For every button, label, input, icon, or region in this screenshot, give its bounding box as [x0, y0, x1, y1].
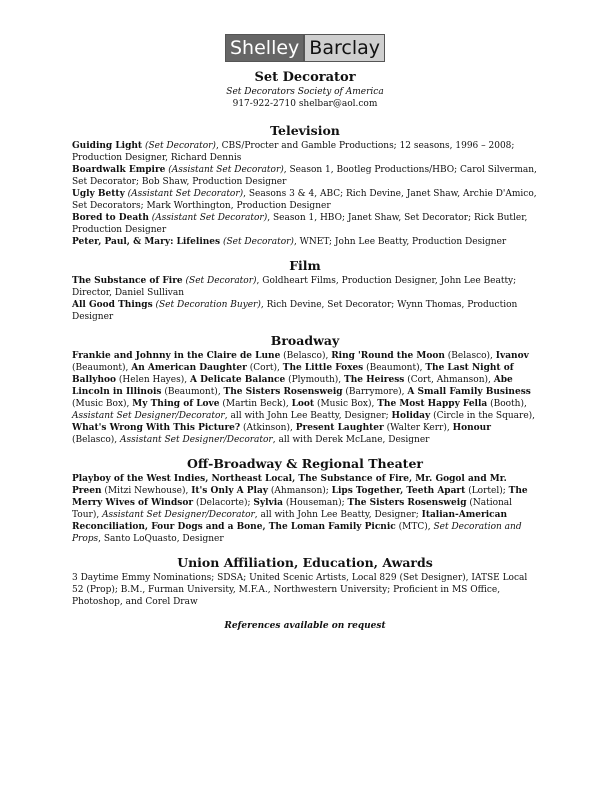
- entry-role: (Set Decorator): [220, 237, 294, 247]
- entry-title: Guiding Light: [72, 141, 143, 151]
- entry-text: (Music Box),: [72, 399, 133, 409]
- entry: [72, 188, 538, 212]
- entry-title: Bored to Death: [72, 213, 149, 223]
- entry-title: Frankie and Johnny in the Claire de Lune: [72, 351, 281, 361]
- entry-text: , Rich Devine, Set Decorator; Wynn Thomas, Production Designer: [72, 300, 518, 322]
- entry-text: , Season 1, HBO; Janet Shaw, Set Decorator; Rick Butler, Production Designer: [72, 213, 528, 235]
- entry-text: , Season 1, Bootleg Productions/HBO; Carol Silverman, Set Decorator; Bob Shaw, Production Designer: [72, 165, 537, 187]
- entry-text: (Belasco),: [444, 351, 496, 361]
- entry-role: Assistant Set Designer/Decorator: [72, 411, 225, 421]
- entry-text: (Delacorte);: [193, 498, 254, 508]
- entry-title: Loot: [291, 399, 315, 409]
- entry-text: (Beaumont),: [72, 363, 132, 373]
- entry-text: , CBS/Procter and Gamble Productions; 12 seasons, 1996 – 2008; Production Designer, Richard Dennis: [72, 141, 515, 163]
- entry-title: The Last Night of Ballyhoo: [72, 363, 514, 385]
- entry-text: (Ahmanson);: [268, 486, 332, 496]
- entry-title: The Sisters Rosensweig: [347, 498, 467, 508]
- affiliation: Set Decorators Society of America: [226, 87, 384, 97]
- entry-role: (Assistant Set Decorator): [124, 189, 244, 199]
- entry-text: (National Tour),: [72, 498, 513, 520]
- entry: [72, 236, 538, 248]
- entry-text: (Music Box),: [314, 399, 378, 409]
- entry-title: Honour: [452, 423, 491, 433]
- entry-text: (Mitzi Newhouse),: [101, 486, 192, 496]
- entry-text: (Plymouth),: [285, 375, 345, 385]
- entry: [72, 473, 538, 545]
- entry-role: (Set Decorator): [182, 276, 257, 286]
- entry-title: My Thing of Love: [132, 399, 220, 409]
- entry-title: A Delicate Balance: [189, 375, 286, 385]
- entry-text: (MTC),: [395, 522, 434, 532]
- entry-role: (Set Decoration Buyer): [152, 300, 261, 310]
- entry-text: , all with Derek McLane, Designer: [272, 435, 430, 445]
- entry: [72, 164, 538, 188]
- entry-title: Holiday: [391, 411, 431, 421]
- entry-text: , Santo LoQuasto, Designer: [98, 534, 224, 544]
- entry: [72, 212, 538, 236]
- entry-title: A Small Family Business: [407, 387, 531, 397]
- job-title: Set Decorator: [254, 70, 356, 85]
- entry-text: (Walter Kerr),: [383, 423, 453, 433]
- entry-role: Assistant Set Designer/Decorator: [102, 510, 255, 520]
- entry-text: , Goldheart Films, Production Designer, John Lee Beatty; Director, Daniel Sullivan: [72, 276, 517, 298]
- entry-role: (Assistant Set Decorator): [148, 213, 268, 223]
- entry-title: The Little Foxes: [282, 363, 364, 373]
- entry-text: , all with John Lee Beatty, Designer;: [254, 510, 422, 520]
- entry-text: (Beaumont),: [161, 387, 224, 397]
- entry: [72, 299, 538, 323]
- entry-role: Set Decoration and Props: [72, 522, 522, 544]
- entry-text: (Cort, Ahmanson),: [404, 375, 494, 385]
- entry-title: Abe Lincoln in Illinois: [72, 375, 513, 397]
- entry: [72, 275, 538, 299]
- entry-title: The Most Happy Fella: [377, 399, 488, 409]
- entry-text: (Belasco),: [72, 435, 121, 445]
- entry-text: , all with John Lee Beatty, Designer;: [224, 411, 392, 421]
- entry-text: , WNET; John Lee Beatty, Production Designer: [293, 237, 507, 247]
- entry-title: The Heiress: [344, 375, 405, 385]
- entry-text: (Helen Hayes),: [116, 375, 190, 385]
- logo-last-name: Barclay: [304, 34, 385, 62]
- entry-title: The Substance of Fire: [72, 276, 183, 286]
- entry-text: (Martin Beck),: [219, 399, 292, 409]
- entry-title: Boardwalk Empire: [72, 165, 166, 175]
- entry-title: Ring 'Round the Moon: [331, 351, 445, 361]
- entry-text: (Circle in the Square),: [430, 411, 536, 421]
- entry-title: It's Only A Play: [191, 486, 269, 496]
- entry-text: , Seasons 3 & 4, ABC; Rich Devine, Janet Shaw, Archie D'Amico, Set Decorators; Mark Worthington, Production Designer: [72, 189, 537, 211]
- entry: [72, 350, 538, 446]
- entry-text: (Lortel);: [465, 486, 509, 496]
- entry: [72, 572, 538, 608]
- entry-role: (Set Decorator): [142, 141, 216, 151]
- entry-role: (Assistant Set Decorator): [165, 165, 284, 175]
- entry-text: (Booth),: [487, 399, 527, 409]
- section-heading: Union Affiliation, Education, Awards: [177, 555, 433, 570]
- section-heading: Film: [289, 258, 321, 273]
- entry-title: Lips Together, Teeth Apart: [331, 486, 466, 496]
- resume-sections: [72, 123, 538, 608]
- entry-text: (Beaumont),: [363, 363, 426, 373]
- entry-title: Ivanov: [495, 351, 529, 361]
- references-note: References available on request: [224, 621, 386, 631]
- entry-title: An American Daughter: [131, 363, 247, 373]
- entry-role: Assistant Set Designer/Decorator: [120, 435, 273, 445]
- name-logo: [72, 34, 538, 62]
- entry-text: (Houseman);: [283, 498, 348, 508]
- logo-first-name: Shelley: [225, 34, 304, 62]
- entry-title: Present Laughter: [295, 423, 384, 433]
- entry-text: (Belasco),: [280, 351, 332, 361]
- section-heading: Television: [270, 123, 340, 138]
- contact-line: 917-922-2710 shelbar@aol.com: [232, 99, 378, 109]
- resume-page: [72, 34, 538, 631]
- entry-title: What's Wrong With This Picture?: [72, 423, 241, 433]
- entry-title: The Merry Wives of Windsor: [72, 486, 528, 508]
- entry-title: Playboy of the West Indies, Northeast Local, The Substance of Fire, Mr. Gogol and Mr. Preen: [72, 474, 507, 496]
- entry-title: Sylvia: [253, 498, 284, 508]
- entry-text: 3 Daytime Emmy Nominations; SDSA; United Scenic Artists, Local 829 (Set Designer), IATSE Local 52 (Prop); B.M., Furman University, M.F.A., Northwestern University; Proficient in MS Office, Photoshop, and Corel Draw: [72, 573, 528, 607]
- entry-text: (Barrymore),: [342, 387, 408, 397]
- entry-title: All Good Things: [72, 300, 153, 310]
- entry-title: Ugly Betty: [72, 189, 125, 199]
- section-heading: Off-Broadway & Regional Theater: [187, 456, 423, 471]
- entry-text: (Cort),: [246, 363, 283, 373]
- entry-title: Peter, Paul, & Mary: Lifelines: [72, 237, 221, 247]
- entry-title: Italian-American Reconciliation, Four Dogs and a Bone, The Loman Family Picnic: [72, 510, 508, 532]
- entry-text: (Atkinson),: [240, 423, 296, 433]
- entry-title: The Sisters Rosensweig: [223, 387, 343, 397]
- section-heading: Broadway: [270, 333, 340, 348]
- entry: [72, 140, 538, 164]
